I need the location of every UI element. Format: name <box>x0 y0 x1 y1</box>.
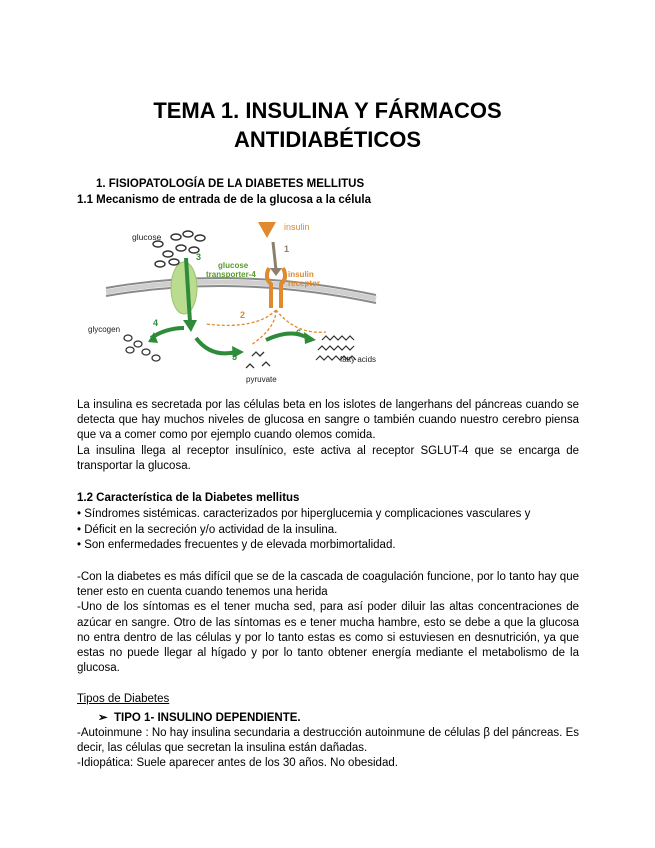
paragraph-line: La insulina llega al receptor insulínico, este activa al receptor SGLUT-4 que se encarga de transportar la glucosa. <box>77 444 579 472</box>
insulin-arrow-head <box>270 268 282 276</box>
paragraph-line: -Uno de los síntomas es el tener mucha sed, para así poder diluir las altas concentraciones de azúcar en sangre. Otro de las síntomas es e tener mucha hambre, esto se debe a que la glucosa no entra dentro de las células y por lo tanto estas es como si estuviesen en desnutrición, ya que estas no puede llegar al hígado y por lo tanto obtener energía mediante el metabolismo de la glucosa. <box>77 601 579 675</box>
subsection-heading-1-1: 1.1 Mecanismo de entrada de de la glucosa a la célula <box>77 194 372 206</box>
tipo-1-heading <box>98 710 301 724</box>
pyruvate-molecules <box>246 352 270 368</box>
paragraph-insulin-secretion <box>77 398 579 474</box>
label-receptor-line1: insulin <box>288 270 314 279</box>
label-step-4: 4 <box>153 318 159 328</box>
bullet-list <box>77 507 579 554</box>
arrow-step-4 <box>151 328 184 338</box>
page-title <box>0 96 655 154</box>
list-item: • Son enfermedades frecuentes y de elevada morbimortalidad. <box>77 539 396 551</box>
section-heading-1: 1. FISIOPATOLOGÍA DE LA DIABETES MELLITUS <box>96 178 365 190</box>
arrow-step-6 <box>266 333 308 340</box>
arrow-bullet-icon: ➢ <box>98 712 108 724</box>
paragraph-line: -Idiopática: Suele aparecer antes de los 30 años. No obesidad. <box>77 757 398 770</box>
label-step-6: 6 <box>296 328 302 338</box>
subsection-heading-1-2: 1.2 Característica de la Diabetes mellitus <box>77 492 300 504</box>
paragraph-symptoms <box>77 570 579 676</box>
label-fatty-acids: fatty acids <box>340 355 377 364</box>
paragraph-tipo-1 <box>77 726 579 772</box>
insulin-arrow <box>273 242 276 270</box>
list-item: • Déficit en la secreción y/o actividad de la insulina. <box>77 523 338 536</box>
glucose-mechanism-figure <box>86 210 386 390</box>
arrow-step-6-head <box>304 332 316 344</box>
paragraph-line: La insulina es secretada por las células beta en los islotes de langerhans del páncreas cuando se detecta que hay muchos niveles de glucosa en sangre o también cuando nuestro cerebro piensa que va a comer como por ejemplo cuando olemos comida. <box>77 399 579 442</box>
label-pyruvate: pyruvate <box>246 375 277 384</box>
glucose-transporter-shape <box>171 262 197 314</box>
label-step-2: 2 <box>240 310 246 320</box>
label-step-5: 5 <box>232 352 238 362</box>
label-insulin: insulin <box>284 222 310 232</box>
list-item: • Síndromes sistémicas. caracterizados por hiperglucemia y complicaciones vasculares y <box>77 508 531 520</box>
paragraph-line: -Con la diabetes es más difícil que se de la cascada de coagulación funcione, por lo tanto hay que tener esto en cuenta cuando tenemos una herida <box>77 571 579 599</box>
label-step-3: 3 <box>196 252 202 262</box>
paragraph-line: -Autoinmune : No hay insulina secundaria a destrucción autoinmune de células β del páncreas. Es decir, las células que secretan la insulina están dañadas. <box>77 727 579 755</box>
arrow-step-3-head <box>183 320 197 332</box>
label-transporter-line1: glucose <box>218 261 249 270</box>
insulin-triangle-icon <box>258 222 276 238</box>
title-line-2: ANTIDIABÉTICOS <box>234 127 421 152</box>
label-glucose: glucose <box>132 232 162 242</box>
tipo-1-label: TIPO 1- INSULINO DEPENDIENTE. <box>114 712 301 724</box>
label-step-1: 1 <box>284 244 290 254</box>
label-receptor-line2: receptor <box>288 279 321 288</box>
arrow-step-5 <box>196 338 236 353</box>
tipos-diabetes-heading: Tipos de Diabetes <box>77 693 170 705</box>
title-line-1: TEMA 1. INSULINA Y FÁRMACOS <box>153 98 502 123</box>
label-glycogen: glycogen <box>88 325 121 334</box>
label-transporter-line2: transporter-4 <box>206 270 256 279</box>
